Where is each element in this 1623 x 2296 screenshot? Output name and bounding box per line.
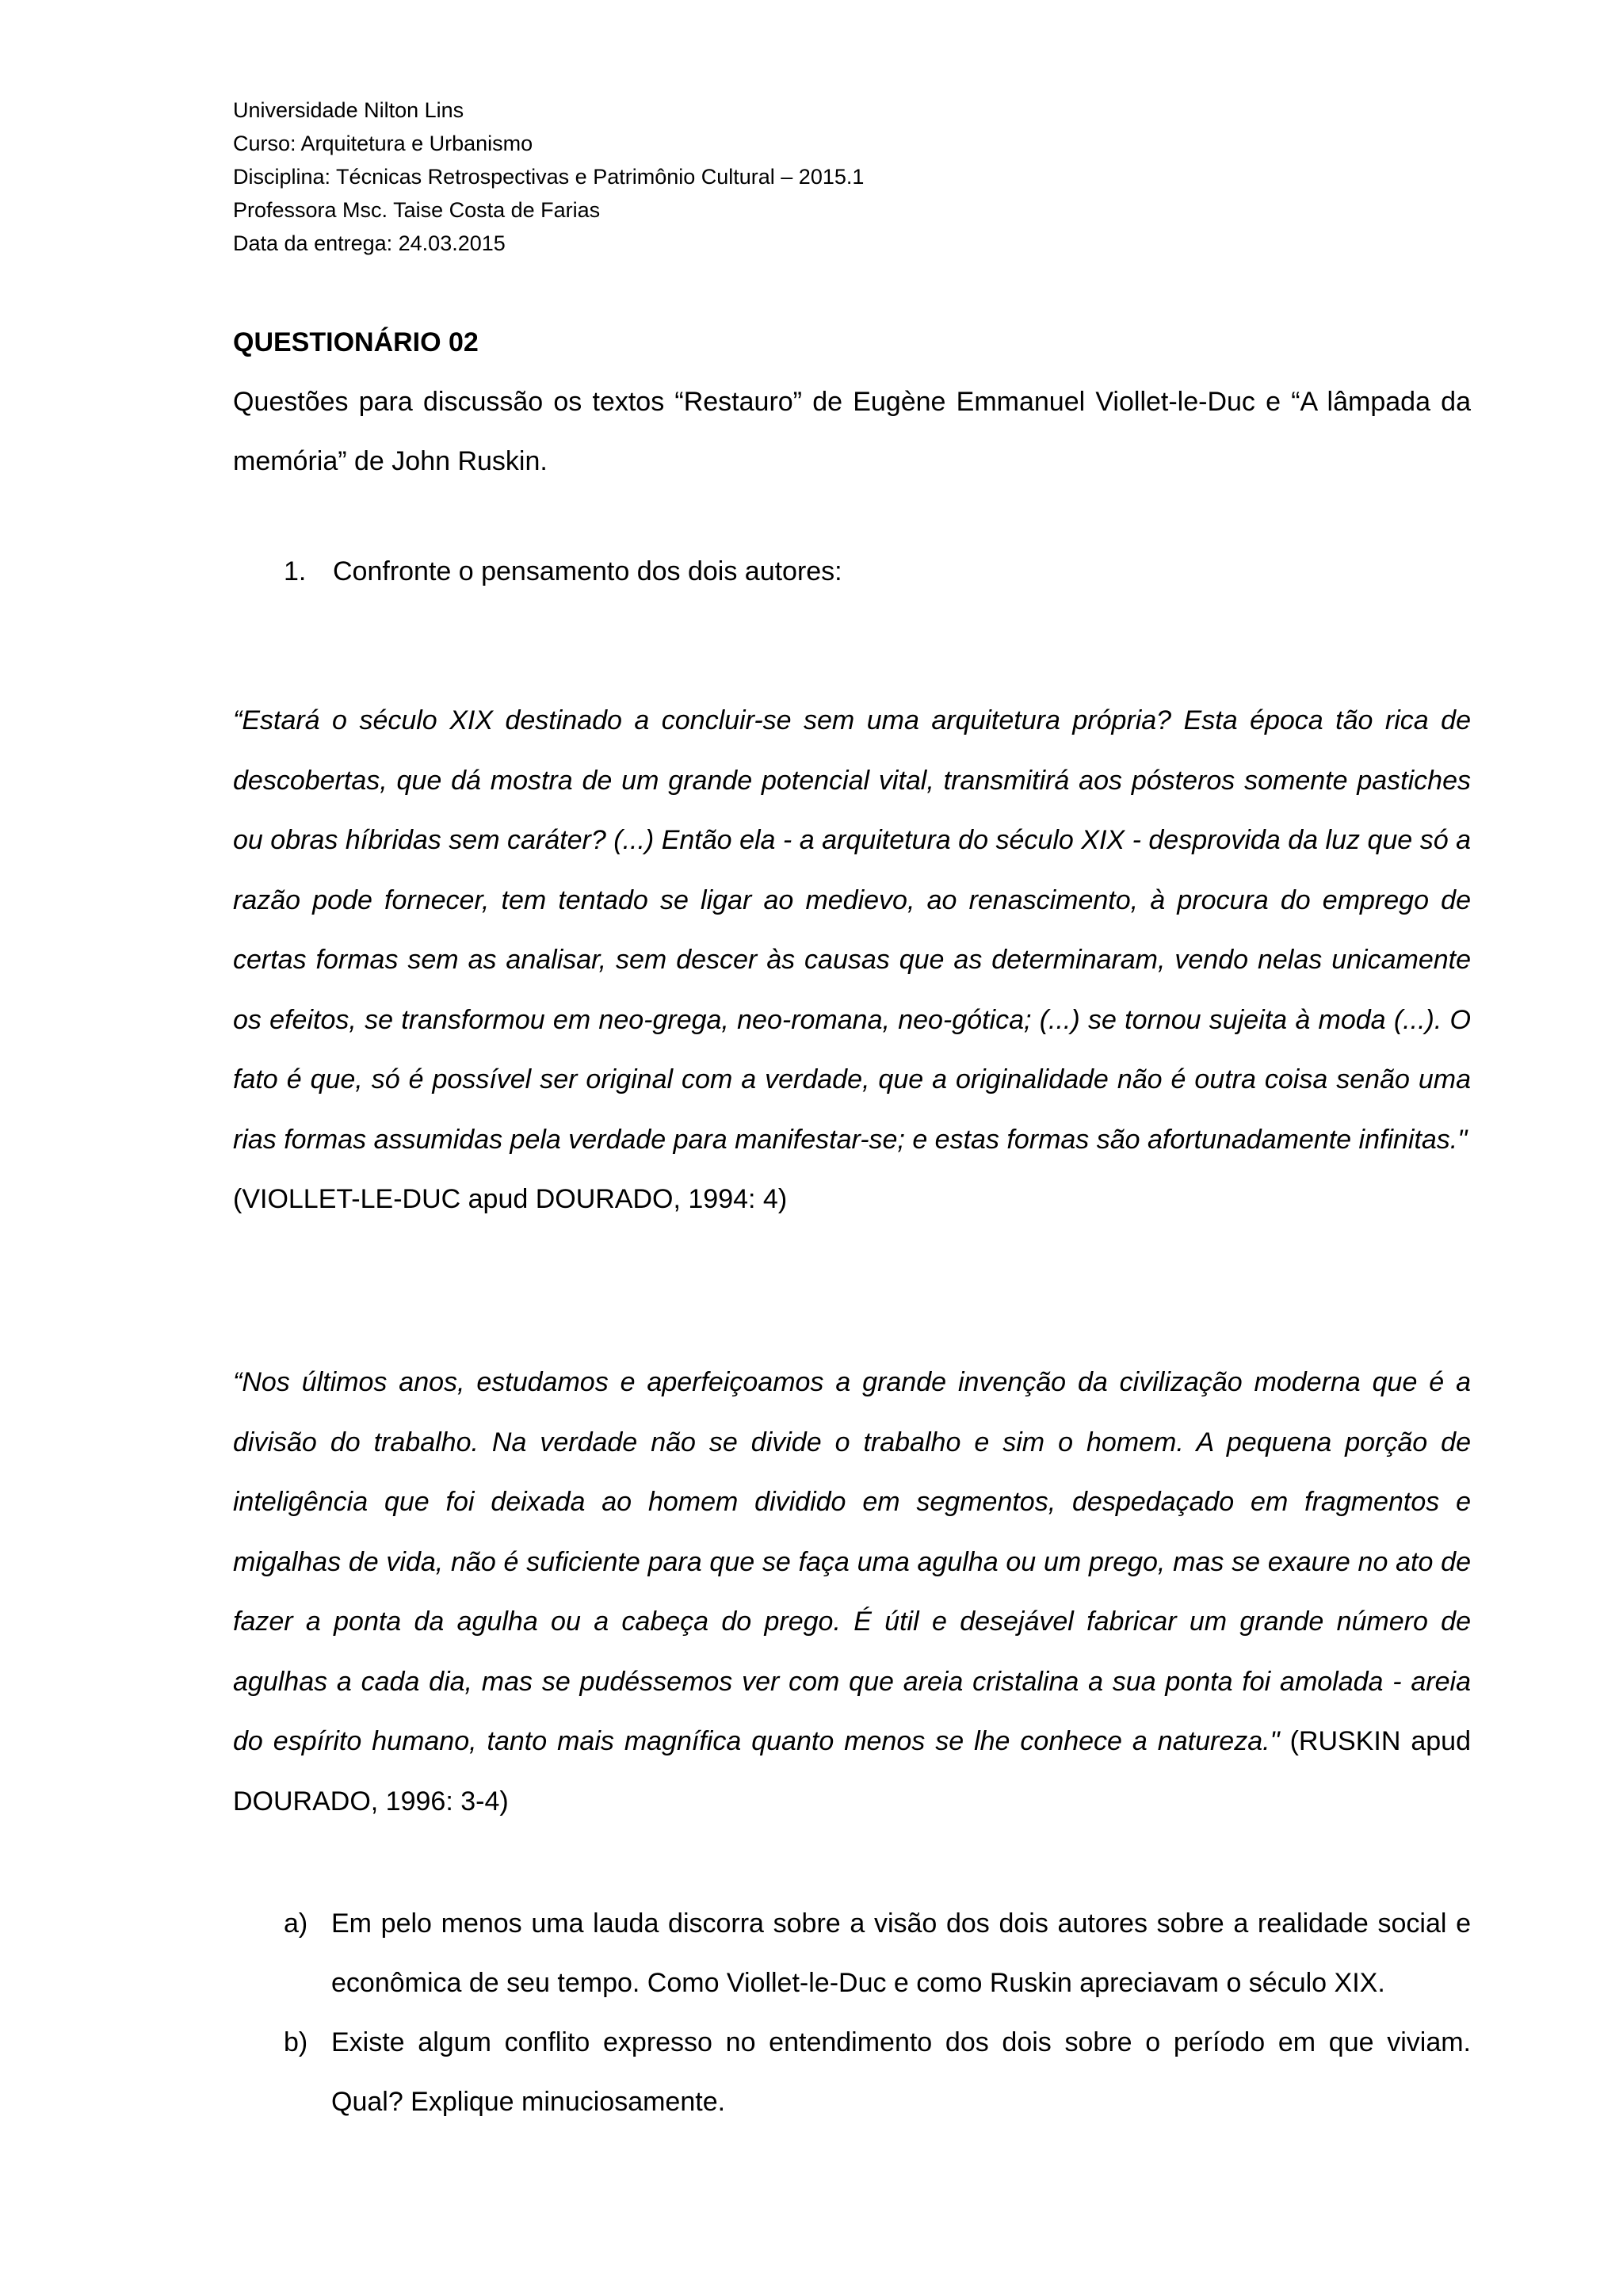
quote-1-text: “Estará o século XIX destinado a concluir-se sem uma arquitetura própria? Esta época tão rica de descobertas, que dá mostra de um grande potencial vital, transmitirá aos pósteros somente pastiches ou obras híbridas sem caráter? (...) Então ela - a arquitetura do século XIX - desprovida da luz que só a razão pode fornecer, tem tentado se ligar ao medievo, ao renascimento, à procura do emprego de certas formas sem as analisar, sem descer às causas que as determinaram, vendo nelas unicamente os efeitos, se transformou em neo-grega, neo-romana, neo-gótica; (...) se tornou sujeita à moda (...). O fato é que, só é possível ser original com a verdade, que a originalidade não é outra coisa senão uma rias formas assumidas pela verdade para manifestar-se; e estas formas são afortunadamente infinitas." (233, 705, 1471, 1155)
quote-ruskin (233, 1353, 1471, 1832)
page-title: QUESTIONÁRIO 02 (233, 327, 479, 357)
sub-question-a (233, 1894, 1471, 2013)
sub-question-b-text: Existe algum conflito expresso no entendimento dos dois sobre o período em que viviam. Qual? Explique minuciosamente. (331, 2027, 1471, 2117)
sub-question-b (233, 2013, 1471, 2132)
quote-viollet-le-duc (233, 691, 1471, 1230)
question-1-text: Confronte o pensamento dos dois autores: (333, 556, 842, 586)
header-university: Universidade Nilton Lins (233, 98, 464, 122)
sub-question-b-marker: b) (284, 2027, 308, 2057)
header-course: Curso: Arquitetura e Urbanismo (233, 132, 533, 155)
header-discipline: Disciplina: Técnicas Retrospectivas e Patrimônio Cultural – 2015.1 (233, 165, 865, 189)
question-1 (284, 542, 842, 602)
header-block (233, 94, 1471, 260)
header-professor: Professora Msc. Taise Costa de Farias (233, 198, 601, 222)
quote-1-citation: (VIOLLET-LE-DUC apud DOURADO, 1994: 4) (233, 1184, 788, 1214)
intro-paragraph: Questões para discussão os textos “Restauro” de Eugène Emmanuel Viollet-le-Duc e “A lâmpada da memória” de John Ruskin. (233, 387, 1471, 476)
sub-question-a-text: Em pelo menos uma lauda discorra sobre a visão dos dois autores sobre a realidade social e econômica de seu tempo. Como Viollet-le-Duc e como Ruskin apreciavam o século XIX. (331, 1908, 1471, 1998)
quote-2-text: “Nos últimos anos, estudamos e aperfeiçoamos a grande invenção da civilização moderna que é a divisão do trabalho. Na verdade não se divide o trabalho e sim o homem. A pequena porção de inteligência que foi deixada ao homem dividido em segmentos, despedaçado em fragmentos e migalhas de vida, não é suficiente para que se faça uma agulha ou um prego, mas se exaure no ato de fazer a ponta da agulha ou a cabeça do prego. É útil e desejável fabricar um grande número de agulhas a cada dia, mas se pudéssemos ver com que areia cristalina a sua ponta foi amolada - areia do espírito humano, tanto mais magnífica quanto menos se lhe conhece a natureza." (233, 1367, 1471, 1756)
sub-question-a-marker: a) (284, 1908, 308, 1939)
question-1-number: 1. (284, 556, 307, 586)
document-content (233, 94, 1471, 2117)
header-due-date: Data da entrega: 24.03.2015 (233, 231, 506, 255)
sub-question-list (233, 1894, 1471, 2132)
quote-2-citation: (RUSKIN apud DOURADO, 1996: 3-4) (233, 1726, 1471, 1817)
